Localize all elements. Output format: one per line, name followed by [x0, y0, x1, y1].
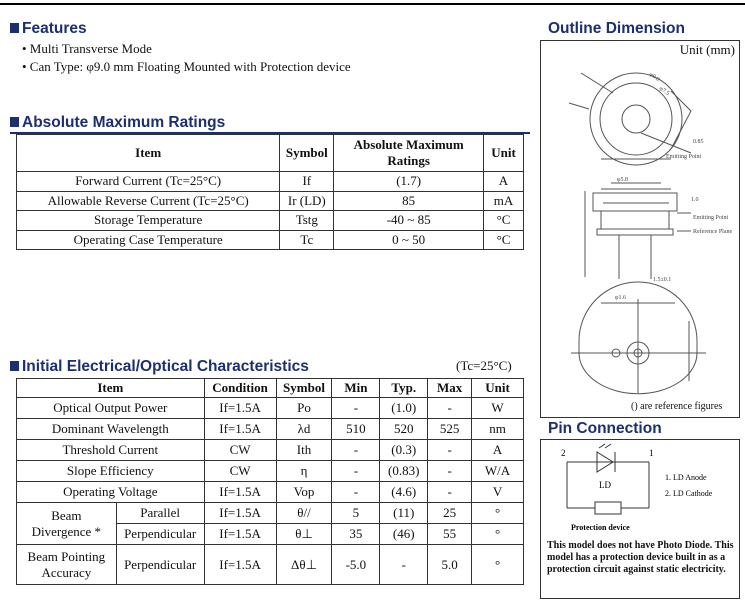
table-row: Threshold Current CW Ith - (0.3) - A: [17, 440, 524, 461]
bottom-view-drawing: [571, 282, 706, 394]
dim-label: 1.0: [691, 197, 699, 203]
table-row: Dominant Wavelength If=1.5A λd 510 520 525 nm: [17, 419, 524, 440]
square-bullet-icon: [10, 117, 19, 127]
dim-label: 0.85: [693, 139, 704, 145]
callout-label: Reference Plane: [693, 229, 733, 235]
top-view-drawing: [569, 73, 691, 165]
abs-max-table: [16, 134, 524, 250]
electrical-heading: Initial Electrical/Optical Characteristics: [10, 358, 309, 376]
table-header-row: Item Condition Symbol Min Typ. Max Unit: [17, 379, 524, 398]
pin-number: 1: [649, 448, 654, 458]
table-row: Allowable Reverse Current (Tc=25°C) Ir (LD) 85 mA: [17, 191, 524, 211]
table-row: Forward Current (Tc=25°C) If (1.7) A: [17, 172, 524, 192]
condition-note: (Tc=25°C): [456, 358, 512, 373]
callout-label: Emitting Point: [693, 215, 729, 221]
table-row: Storage Temperature Tstg -40 ~ 85 °C: [17, 211, 524, 231]
unit-label: Unit (mm): [679, 42, 735, 57]
electrical-table: [16, 378, 524, 585]
top-rule: [0, 3, 745, 5]
side-view-drawing: [585, 183, 691, 279]
table-row: Beam Pointing Accuracy Perpendicular If=1.5A Δθ⊥ -5.0 - 5.0 °: [17, 545, 524, 585]
dim-label: 1.5±0.1: [653, 277, 672, 283]
outline-heading: Outline Dimension: [548, 20, 685, 37]
dim-label: φ1.6: [615, 295, 626, 301]
pin-diagram: [541, 440, 739, 538]
dim-label: φ9.0: [647, 71, 661, 83]
features-list: [22, 40, 351, 76]
table-header-row: Item Symbol Absolute Maximum Ratings Unit: [17, 135, 524, 172]
pin-note: This model does not have Photo Diode. This model has a protection device built in as a protection circuit against static electricity.: [547, 540, 734, 575]
square-bullet-icon: [10, 23, 19, 33]
table-row: Beam Divergence * Parallel If=1.5A θ// 5 (11) 25 °: [17, 503, 524, 524]
table-row: Optical Output Power If=1.5A Po - (1.0) - W: [17, 398, 524, 419]
table-row: Operating Voltage If=1.5A Vop - (4.6) - V: [17, 482, 524, 503]
dim-label: φ7.5: [657, 85, 671, 97]
pin-connection-box: [540, 439, 740, 599]
table-row: Perpendicular If=1.5A θ⊥ 35 (46) 55 °: [17, 524, 524, 545]
square-bullet-icon: [10, 361, 19, 371]
callout-label: Emitting Point: [666, 154, 702, 160]
dim-label: φ5.8: [617, 177, 628, 183]
feature-item: • Can Type: φ9.0 mm Floating Mounted with Protection device: [22, 59, 351, 74]
table-row: Operating Case Temperature Tc 0 ~ 50 °C: [17, 230, 524, 250]
abs-max-heading: Absolute Maximum Ratings: [10, 114, 225, 132]
pin-number: 2: [561, 448, 566, 458]
outline-drawing: [541, 41, 739, 417]
pin-heading: Pin Connection: [548, 420, 662, 437]
features-heading: Features: [10, 20, 87, 38]
reference-note: () are reference figures: [631, 401, 723, 412]
feature-item: • Multi Transverse Mode: [22, 41, 152, 56]
ld-label: LD: [599, 480, 611, 490]
pin-legend-cathode: 2. LD Cathode: [665, 489, 713, 498]
pin-legend-anode: 1. LD Anode: [665, 473, 707, 482]
protection-device-label: Protection device: [571, 523, 630, 532]
table-row: Slope Efficiency CW η - (0.83) - W/A: [17, 461, 524, 482]
outline-drawing-box: [540, 40, 740, 418]
